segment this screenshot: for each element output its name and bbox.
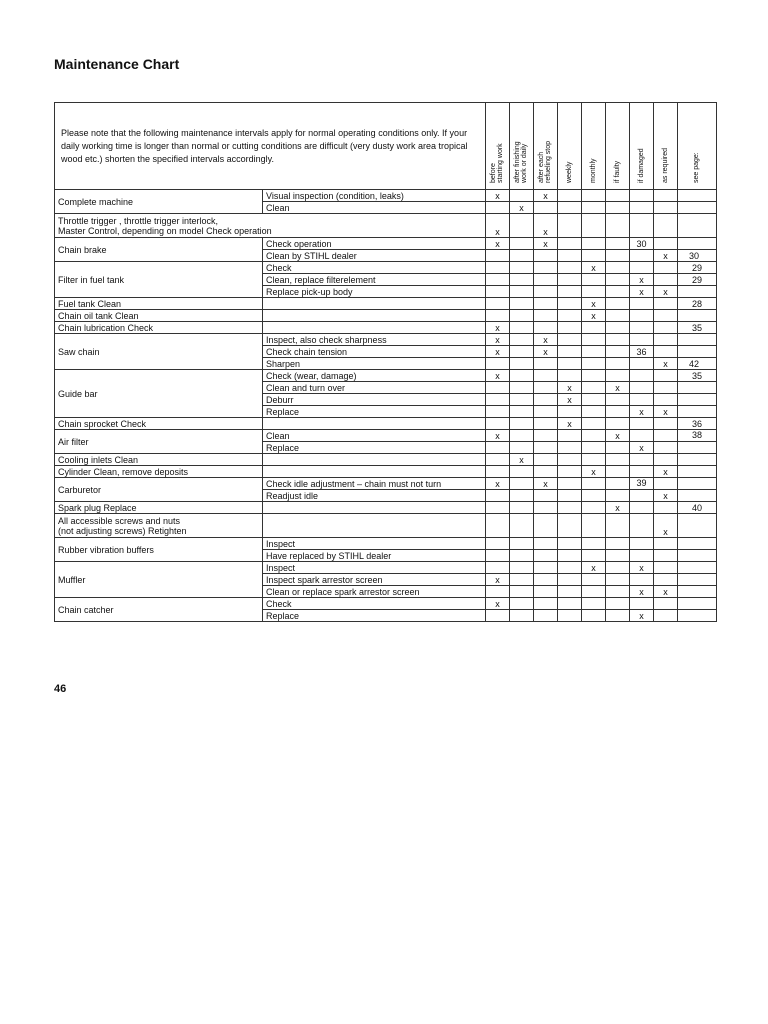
mark: x [486,190,510,202]
mark: x [534,346,558,358]
col-header-monthly: monthly [582,103,606,190]
action: Replace [263,406,486,418]
component-carburetor: Carburetor [55,478,263,502]
action: Clean [263,430,486,442]
mark: x [486,598,510,610]
action: Check [263,598,486,610]
action: Check chain tension [263,346,486,358]
mark: x [630,562,654,574]
table-row [55,502,717,514]
component-saw-chain: Saw chain [55,334,263,370]
col-header-see-page: see page: [678,103,717,190]
action: Sharpen [263,358,486,370]
component-fuel-tank: Fuel tank Clean [55,298,263,310]
mark: x [486,370,510,382]
page-ref: 29 [678,274,717,286]
mark: x [654,358,678,370]
table-row [55,322,717,334]
col-header-if-faulty: if faulty [606,103,630,190]
table-row [55,238,717,250]
action: Have replaced by STIHL dealer [263,550,486,562]
table-row [55,334,717,346]
mark: x [630,586,654,598]
mark: x [486,238,510,250]
table-row [55,562,717,574]
table-row [55,454,717,466]
mark: x [654,586,678,598]
mark: x [486,478,510,490]
table-row [55,370,717,382]
col-header-as-required: as required [654,103,678,190]
mark: x [654,250,678,262]
action: Check [263,262,486,274]
mark: x [630,442,654,454]
mark: x [606,430,630,442]
mark: x [582,262,606,274]
table-row [55,310,717,322]
mark: x [630,610,654,622]
mark: x [654,466,678,478]
page-ref: 30 [678,250,717,262]
page-ref: 42 [678,358,717,370]
component-chain-oil-tank: Chain oil tank Clean [55,310,263,322]
table-row [55,466,717,478]
table-row [55,538,717,550]
header-row [55,103,717,190]
mark: x [510,454,534,466]
table-row [55,190,717,202]
mark: x [510,202,534,214]
page-ref: 39 [630,478,654,490]
mark: x [582,466,606,478]
component-throttle-trigger: Throttle trigger , throttle trigger interlock, Master Control, depending on model Check operation [55,214,486,238]
mark: x [534,238,558,250]
page-ref: 40 [678,502,717,514]
page-ref: 28 [678,298,717,310]
mark: x [582,562,606,574]
mark: x [630,286,654,298]
table-row [55,430,717,442]
action: Replace [263,610,486,622]
page-ref: 35 [678,322,717,334]
mark: x [534,478,558,490]
mark: x [534,334,558,346]
mark: x [630,274,654,286]
action: Check operation [263,238,486,250]
table-row [55,514,717,538]
component-guide-bar: Guide bar [55,370,263,418]
col-header-refueling: after each refueling stop [534,103,558,190]
page-title: Maintenance Chart [54,56,180,72]
action: Clean and turn over [263,382,486,394]
mark: x [486,574,510,586]
action: Replace [263,442,486,454]
mark: x [558,418,582,430]
component-chain-sprocket: Chain sprocket Check [55,418,263,430]
action: Clean or replace spark arrestor screen [263,586,486,598]
action: Clean by STIHL dealer [263,250,486,262]
component-screws: All accessible screws and nuts (not adjusting screws) Retighten [55,514,263,538]
mark: x [558,382,582,394]
component-chain-catcher: Chain catcher [55,598,263,622]
col-header-before-work: before starting work [486,103,510,190]
action: Visual inspection (condition, leaks) [263,190,486,202]
component-cylinder: Cylinder Clean, remove deposits [55,466,263,478]
col-header-if-damaged: if damaged [630,103,654,190]
mark: x [558,394,582,406]
table-row [55,598,717,610]
action: Inspect, also check sharpness [263,334,486,346]
mark: x [582,310,606,322]
mark: x [486,214,510,238]
component-muffler: Muffler [55,562,263,598]
action: Inspect [263,538,486,550]
component-filter-fuel-tank: Filter in fuel tank [55,262,263,298]
action: Check idle adjustment – chain must not turn [263,478,486,490]
action: Clean, replace filterelement [263,274,486,286]
component-cooling-inlets: Cooling inlets Clean [55,454,263,466]
maintenance-table [54,102,717,622]
mark: x [654,406,678,418]
page-number: 46 [54,683,67,695]
page-ref: 36 [678,418,717,430]
mark: x [486,346,510,358]
mark: x [654,514,678,538]
component-rubber-buffers: Rubber vibration buffers [55,538,263,562]
mark: x [534,190,558,202]
page-ref: 30 [630,238,654,250]
mark: x [534,214,558,238]
page-ref: 35 [678,370,717,382]
mark: x [582,298,606,310]
mark: x [606,502,630,514]
component-chain-lubrication: Chain lubrication Check [55,322,263,334]
mark: x [606,382,630,394]
mark: x [654,490,678,502]
component-air-filter: Air filter [55,430,263,454]
action: Replace pick-up body [263,286,486,298]
page-ref: 36 [630,346,654,358]
component-complete-machine: Complete machine [55,190,263,214]
component-spark-plug: Spark plug Replace [55,502,263,514]
table-row [55,418,717,430]
mark: x [486,322,510,334]
intervals-note: Please note that the following maintenance intervals apply for normal operating conditions only. If your daily working time is longer than normal or cutting conditions are difficult (very dusty work area tropical wood etc.) shorten the specified intervals accordingly. [55,103,486,190]
col-header-after-work: after finishing work or daily [510,103,534,190]
table-row [55,262,717,274]
component-chain-brake: Chain brake [55,238,263,262]
page-ref: 29 [678,262,717,274]
action: Deburr [263,394,486,406]
action: Check (wear, damage) [263,370,486,382]
page-ref: 38 [678,430,717,442]
mark: x [486,430,510,442]
col-header-weekly: weekly [558,103,582,190]
action: Clean [263,202,486,214]
action: Readjust idle [263,490,486,502]
action: Inspect [263,562,486,574]
mark: x [486,334,510,346]
table-row [55,214,717,238]
table-row [55,478,717,490]
mark: x [630,406,654,418]
action: Inspect spark arrestor screen [263,574,486,586]
mark: x [654,286,678,298]
table-row [55,298,717,310]
